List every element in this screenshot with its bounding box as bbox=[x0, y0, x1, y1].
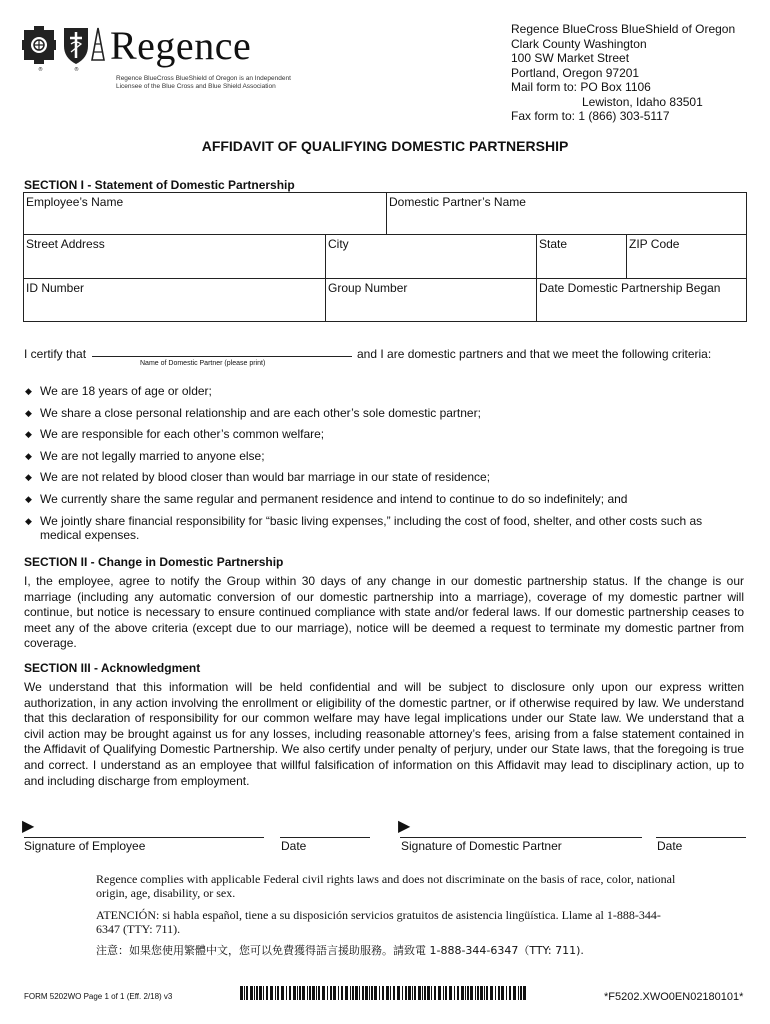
list-item: ◆ We currently share the same regular and permanent residence and intend to continue to do so indefinitely; and bbox=[25, 491, 628, 506]
employee-name-label: Employee’s Name bbox=[26, 195, 124, 209]
sign-here-arrow-icon: ▶ bbox=[22, 818, 35, 835]
certify-prefix: I certify that bbox=[24, 347, 87, 361]
form-title: AFFIDAVIT OF QUALIFYING DOMESTIC PARTNERSHIP bbox=[201, 138, 569, 154]
svg-text:®: ® bbox=[38, 67, 43, 72]
partner-name-field[interactable] bbox=[387, 193, 747, 234]
section-1-heading: SECTION I - Statement of Domestic Partnership bbox=[24, 178, 295, 192]
address-line: Lewiston, Idaho 83501 bbox=[582, 94, 703, 109]
regence-tower-icon bbox=[92, 28, 104, 60]
date-began-field[interactable] bbox=[537, 279, 747, 321]
diamond-bullet-icon: ◆ bbox=[25, 450, 32, 461]
zip-code-label: ZIP Code bbox=[629, 237, 680, 251]
list-item: ◆ We are not legally married to anyone else; bbox=[25, 448, 265, 463]
address-line: Clark County Washington bbox=[511, 36, 647, 51]
licensee-line: Regence BlueCross BlueShield of Oregon is an Independent bbox=[116, 75, 291, 82]
licensee-statement bbox=[116, 75, 316, 91]
partner-signature-line[interactable] bbox=[400, 837, 642, 838]
partner-name-label: Domestic Partner’s Name bbox=[389, 195, 526, 209]
address-line: Portland, Oregon 97201 bbox=[511, 65, 640, 80]
id-number-label: ID Number bbox=[26, 281, 85, 295]
group-number-label: Group Number bbox=[328, 281, 408, 295]
bluecross-blueshield-icon bbox=[22, 24, 112, 72]
employee-name-field[interactable] bbox=[24, 193, 386, 234]
partnership-info-table bbox=[23, 192, 747, 322]
diamond-bullet-icon: ◆ bbox=[25, 493, 32, 504]
street-address-label: Street Address bbox=[26, 237, 105, 251]
barcode-icon bbox=[240, 986, 528, 1000]
employee-signature-line[interactable] bbox=[24, 837, 264, 838]
list-item: ◆ We are 18 years of age or older; bbox=[25, 384, 212, 398]
chinese-language-notice: 注意：如果您使用繁體中文，您可以免費獲得語言援助服務。請致電 1-888-344-6347（TTY: 711). bbox=[96, 944, 584, 957]
partner-date-line[interactable] bbox=[656, 837, 746, 838]
list-item: ◆ We jointly share financial responsibility for “basic living expenses,” including the cost of food, shelter, and other costs such as medical expenses. bbox=[25, 513, 703, 542]
partner-name-caption: Name of Domestic Partner (please print) bbox=[140, 360, 266, 367]
certify-suffix: and I are domestic partners and that we meet the following criteria: bbox=[357, 347, 712, 361]
diamond-bullet-icon: ◆ bbox=[25, 407, 32, 418]
nondiscrimination-notice: Regence complies with applicable Federal civil rights laws and does not discriminate on the basis of race, color, national origin, age, disability, or sex. bbox=[96, 872, 676, 900]
group-number-field[interactable] bbox=[326, 279, 536, 321]
employee-date-label: Date bbox=[281, 839, 307, 853]
city-field[interactable] bbox=[326, 235, 536, 278]
spanish-language-notice: ATENCIÓN: si habla español, tiene a su disposición servicios gratuitos de asistencia lingüística. Llame al 1-888-344-6347 (TTY: 711). bbox=[96, 908, 661, 936]
criteria-list bbox=[24, 384, 744, 549]
section-2-body: I, the employee, agree to notify the Group within 30 days of any change in our domestic partnership status. If the change is our marriage (including any automatic conversion of our domestic partnership into a marriage), coverage of my domestic partner will continue, but notice is necessary to ensure continued compliance with state and/or federal laws. If our domestic partnership ceases to meet any of the above criteria (except due to our marriage), notice will be deemed a request to terminate my domestic partner from coverage. bbox=[24, 574, 744, 651]
city-label: City bbox=[328, 237, 349, 251]
street-address-field[interactable] bbox=[24, 235, 325, 278]
diamond-bullet-icon: ◆ bbox=[25, 386, 32, 396]
diamond-bullet-icon: ◆ bbox=[25, 429, 32, 440]
barcode-text: *F5202.XWO0EN02180101* bbox=[604, 991, 744, 1003]
state-label: State bbox=[539, 237, 568, 251]
partner-date-label: Date bbox=[657, 839, 683, 853]
zip-code-field[interactable] bbox=[627, 235, 747, 278]
sign-here-arrow-icon: ▶ bbox=[398, 818, 411, 835]
mailing-address bbox=[511, 22, 735, 124]
address-line: 100 SW Market Street bbox=[511, 51, 630, 65]
form-identifier: FORM 5202WO Page 1 of 1 (Eff. 2/18) v3 bbox=[24, 992, 173, 1001]
blue-cross-icon bbox=[22, 26, 56, 64]
blue-shield-icon bbox=[64, 28, 88, 64]
partner-name-print-line[interactable] bbox=[92, 356, 352, 357]
brand-name: Regence bbox=[110, 23, 252, 68]
list-item: ◆ We are not related by blood closer than would bar marriage in our state of residence; bbox=[25, 470, 491, 485]
address-line: Regence BlueCross BlueShield of Oregon bbox=[511, 22, 736, 36]
diamond-bullet-icon: ◆ bbox=[25, 472, 32, 483]
employee-signature-label: Signature of Employee bbox=[24, 839, 146, 853]
date-began-label: Date Domestic Partnership Began bbox=[539, 281, 721, 295]
svg-text:®: ® bbox=[74, 67, 79, 72]
licensee-line: Licensee of the Blue Cross and Blue Shield Association bbox=[116, 83, 276, 90]
diamond-bullet-icon: ◆ bbox=[25, 515, 32, 526]
state-field[interactable] bbox=[537, 235, 626, 278]
section-3-heading: SECTION III - Acknowledgment bbox=[24, 661, 201, 675]
address-line: Mail form to: PO Box 1106 bbox=[511, 80, 651, 94]
fax-line: Fax form to: 1 (866) 303-5117 bbox=[511, 109, 670, 123]
id-number-field[interactable] bbox=[24, 279, 325, 321]
section-3-body: We understand that this information will be held confidential and will be subject to disclosure only upon our express written authorization, in any action involving the enrollment or eligibility of the domestic partner, or if otherwise required by law. We understand that this declaration of responsibility for our common welfare may have legal implications under our State law. We understand that a civil action may be brought against us for any losses, including reasonable attorney’s fees, arising from a false statement contained in the Affidavit of Qualifying Domestic Partnership. We also certify under penalty of perjury, under our State laws, that the foregoing is true and correct. I understand as an employee that willful falsification of information on this Affidavit may lead to disciplinary action, up to and including discharge from employment. bbox=[24, 680, 744, 788]
list-item: ◆ We share a close personal relationship and are each other’s sole domestic partner; bbox=[25, 405, 481, 420]
list-item: ◆ We are responsible for each other’s common welfare; bbox=[25, 427, 325, 442]
partner-signature-label: Signature of Domestic Partner bbox=[401, 839, 562, 853]
section-2-heading: SECTION II - Change in Domestic Partnership bbox=[24, 555, 284, 569]
employee-date-line[interactable] bbox=[280, 837, 370, 838]
